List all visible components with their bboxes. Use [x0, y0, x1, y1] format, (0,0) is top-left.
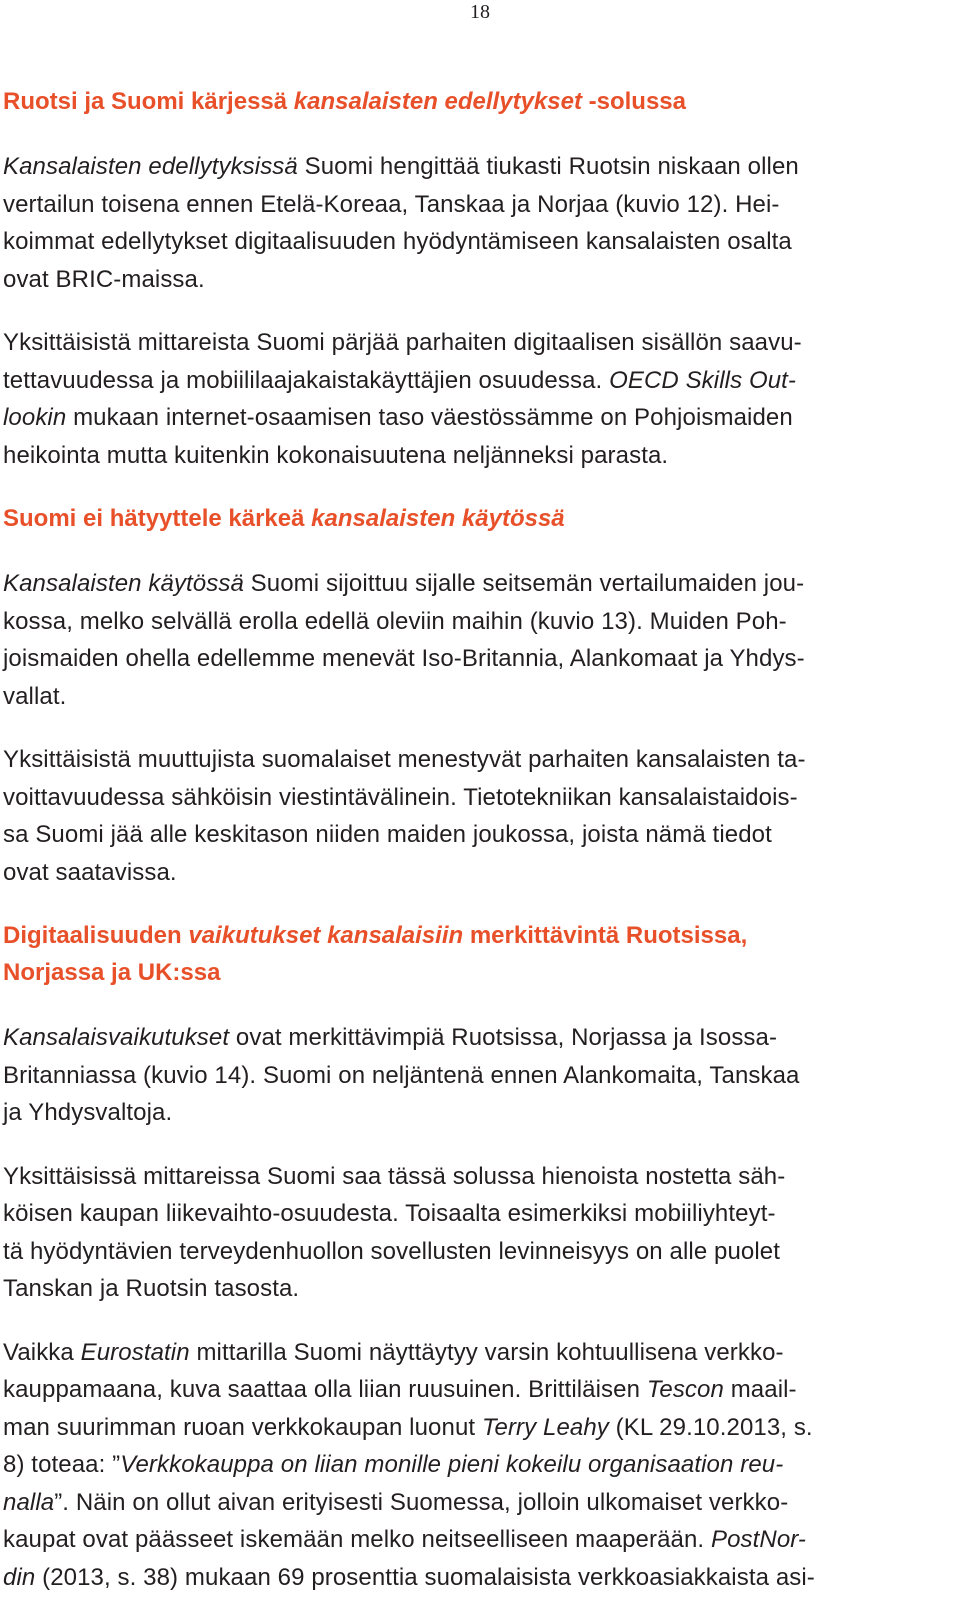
italic-text-run: PostNor-	[710, 1526, 807, 1553]
text-line	[3, 1019, 947, 1057]
text-run: Britanniassa (kuvio 14). Suomi on neljäntenä ennen Alankomaita, Tanskaa	[3, 1061, 800, 1089]
text-run: tettavuudessa ja mobiililaajakaistakäyttäjien osuudessa.	[3, 366, 610, 394]
text-line	[3, 1484, 947, 1522]
text-run: köisen kaupan liikevaihto-osuudesta. Toisaalta esimerkiksi mobiiliyhteyt-	[3, 1200, 776, 1227]
page-number: 18	[470, 1, 490, 23]
italic-text-run: din	[3, 1563, 36, 1591]
text-run: (KL 29.10.2013, s.	[608, 1413, 813, 1441]
text-run: vallat.	[3, 682, 67, 710]
section	[3, 500, 947, 917]
document-body	[3, 83, 947, 1622]
italic-text-run: kansalaisten edellytykset	[293, 88, 582, 115]
text-run: 8) toteaa: ”	[3, 1451, 121, 1478]
paragraph	[3, 1019, 947, 1132]
italic-text-run: lookin	[3, 404, 67, 431]
text-line	[3, 1371, 947, 1409]
text-line	[3, 399, 947, 437]
text-run: ”. Näin on ollut aivan erityisesti Suomessa, jolloin ulkomaiset verkko-	[54, 1488, 789, 1516]
text-line	[3, 1559, 947, 1597]
text-run: koimmat edellytykset digitaalisuuden hyödyntämiseen kansalaisten osalta	[3, 228, 792, 255]
text-run: heikointa mutta kuitenkin kokonaisuutena neljänneksi parasta.	[3, 441, 669, 469]
text-run: mukaan internet-osaamisen taso väestössämme on Pohjoismaiden	[66, 404, 793, 431]
text-run: merkittävintä Ruotsissa,	[463, 922, 748, 949]
text-run: Yksittäisissä mittareissa Suomi saa tässä solussa hienoista nostetta säh-	[3, 1162, 786, 1190]
text-run: Norjassa ja UK:ssa	[3, 959, 221, 986]
text-run: voittavuudessa sähköisin viestintävälinein. Tietotekniikan kansalaistaidois-	[3, 783, 798, 811]
text-line	[3, 1270, 947, 1308]
text-line	[3, 1057, 947, 1095]
italic-text-run: Eurostatin	[80, 1338, 190, 1366]
text-run: Ruotsi ja Suomi kärjessä	[3, 88, 294, 115]
text-run: Vaikka	[3, 1338, 81, 1366]
text-run: Suomi ei hätyyttele kärkeä	[3, 505, 312, 532]
text-run: mittarilla Suomi näyttäytyy varsin kohtuullisena verkko-	[189, 1338, 784, 1366]
section	[3, 917, 947, 1622]
text-run: maail-	[723, 1376, 797, 1403]
text-run: vertailun toisena ennen Etelä-Koreaa, Tanskaa ja Norjaa (kuvio 12). Hei-	[3, 190, 780, 218]
italic-text-run: Kansalaisten käytössä	[3, 570, 244, 597]
italic-text-run: vaikutukset kansalaisiin	[188, 922, 464, 949]
italic-text-run: OECD Skills Out-	[609, 366, 797, 394]
text-run: ja Yhdysvaltoja.	[3, 1099, 173, 1126]
paragraph	[3, 324, 947, 474]
italic-text-run: Tescon	[646, 1376, 724, 1403]
text-line	[3, 1094, 947, 1132]
text-line	[3, 854, 947, 892]
text-line	[3, 565, 947, 603]
text-run: -solussa	[581, 88, 686, 115]
text-line	[3, 500, 947, 537]
italic-text-run: Kansalaisvaikutukset	[3, 1024, 230, 1051]
paragraph	[3, 1334, 947, 1597]
text-line	[3, 83, 947, 120]
text-run: Suomi sijoittuu sijalle seitsemän vertailumaiden jou-	[243, 570, 805, 597]
text-run: Suomi hengittää tiukasti Ruotsin niskaan ollen	[297, 153, 799, 180]
text-line	[3, 1521, 947, 1559]
text-line	[3, 779, 947, 817]
section-heading	[3, 83, 947, 120]
text-run: kossa, melko selvällä erolla edellä oleviin maihin (kuvio 13). Muiden Poh-	[3, 607, 787, 635]
text-run: ovat saatavissa.	[3, 858, 177, 886]
text-run: kauppamaana, kuva saattaa olla liian ruusuinen. Brittiläisen	[3, 1376, 647, 1403]
text-run: ovat BRIC-maissa.	[3, 265, 205, 293]
section-heading	[3, 500, 947, 537]
section-heading	[3, 917, 947, 991]
text-run: sa Suomi jää alle keskitason niiden maiden joukossa, joista nämä tiedot	[3, 821, 772, 848]
text-run: ovat merkittävimpiä Ruotsissa, Norjassa ja Isossa-	[229, 1024, 778, 1051]
text-line	[3, 640, 947, 678]
text-run: joismaiden ohella edellemme menevät Iso-Britannia, Alankomaat ja Yhdys-	[3, 645, 805, 672]
italic-text-run: kansalaisten käytössä	[311, 505, 565, 532]
text-line	[3, 816, 947, 854]
text-line	[3, 324, 947, 362]
text-run: Yksittäisistä mittareista Suomi pärjää parhaiten digitaalisen sisällön saavu-	[3, 329, 802, 356]
text-run: Tanskan ja Ruotsin tasosta.	[3, 1275, 300, 1302]
paragraph	[3, 1158, 947, 1308]
italic-text-run: Kansalaisten edellytyksissä	[3, 153, 298, 180]
text-line	[3, 223, 947, 261]
text-run: kaupat ovat päässeet iskemään melko neitseelliseen maaperään.	[3, 1526, 711, 1553]
text-line	[3, 1158, 947, 1196]
italic-text-run: Verkkokauppa on liian monille pieni kokeilu organisaation reu-	[120, 1451, 784, 1478]
text-line	[3, 261, 947, 299]
italic-text-run: Terry Leahy	[481, 1413, 609, 1441]
text-run: (2013, s. 38) mukaan 69 prosenttia suomalaisista verkkoasiakkaista asi-	[35, 1563, 815, 1591]
text-line	[3, 1195, 947, 1233]
text-run: man suurimman ruoan verkkokaupan luonut	[3, 1413, 482, 1441]
text-line	[3, 148, 947, 186]
text-line	[3, 1409, 947, 1447]
text-line	[3, 186, 947, 224]
text-line	[3, 917, 947, 954]
text-line	[3, 1334, 947, 1372]
paragraph	[3, 565, 947, 715]
text-line	[3, 678, 947, 716]
text-line	[3, 741, 947, 779]
paragraph	[3, 148, 947, 298]
text-run: Yksittäisistä muuttujista suomalaiset menestyvät parhaiten kansalaisten ta-	[3, 746, 806, 773]
text-line	[3, 362, 947, 400]
italic-text-run: nalla	[3, 1488, 55, 1516]
text-line	[3, 1446, 947, 1484]
text-line	[3, 437, 947, 475]
paragraph	[3, 741, 947, 891]
section	[3, 83, 947, 500]
text-run: tä hyödyntävien terveydenhuollon sovellusten levinneisyys on alle puolet	[3, 1237, 781, 1265]
text-line	[3, 1233, 947, 1271]
text-line	[3, 954, 947, 991]
text-run: Digitaalisuuden	[3, 922, 189, 949]
text-line	[3, 603, 947, 641]
